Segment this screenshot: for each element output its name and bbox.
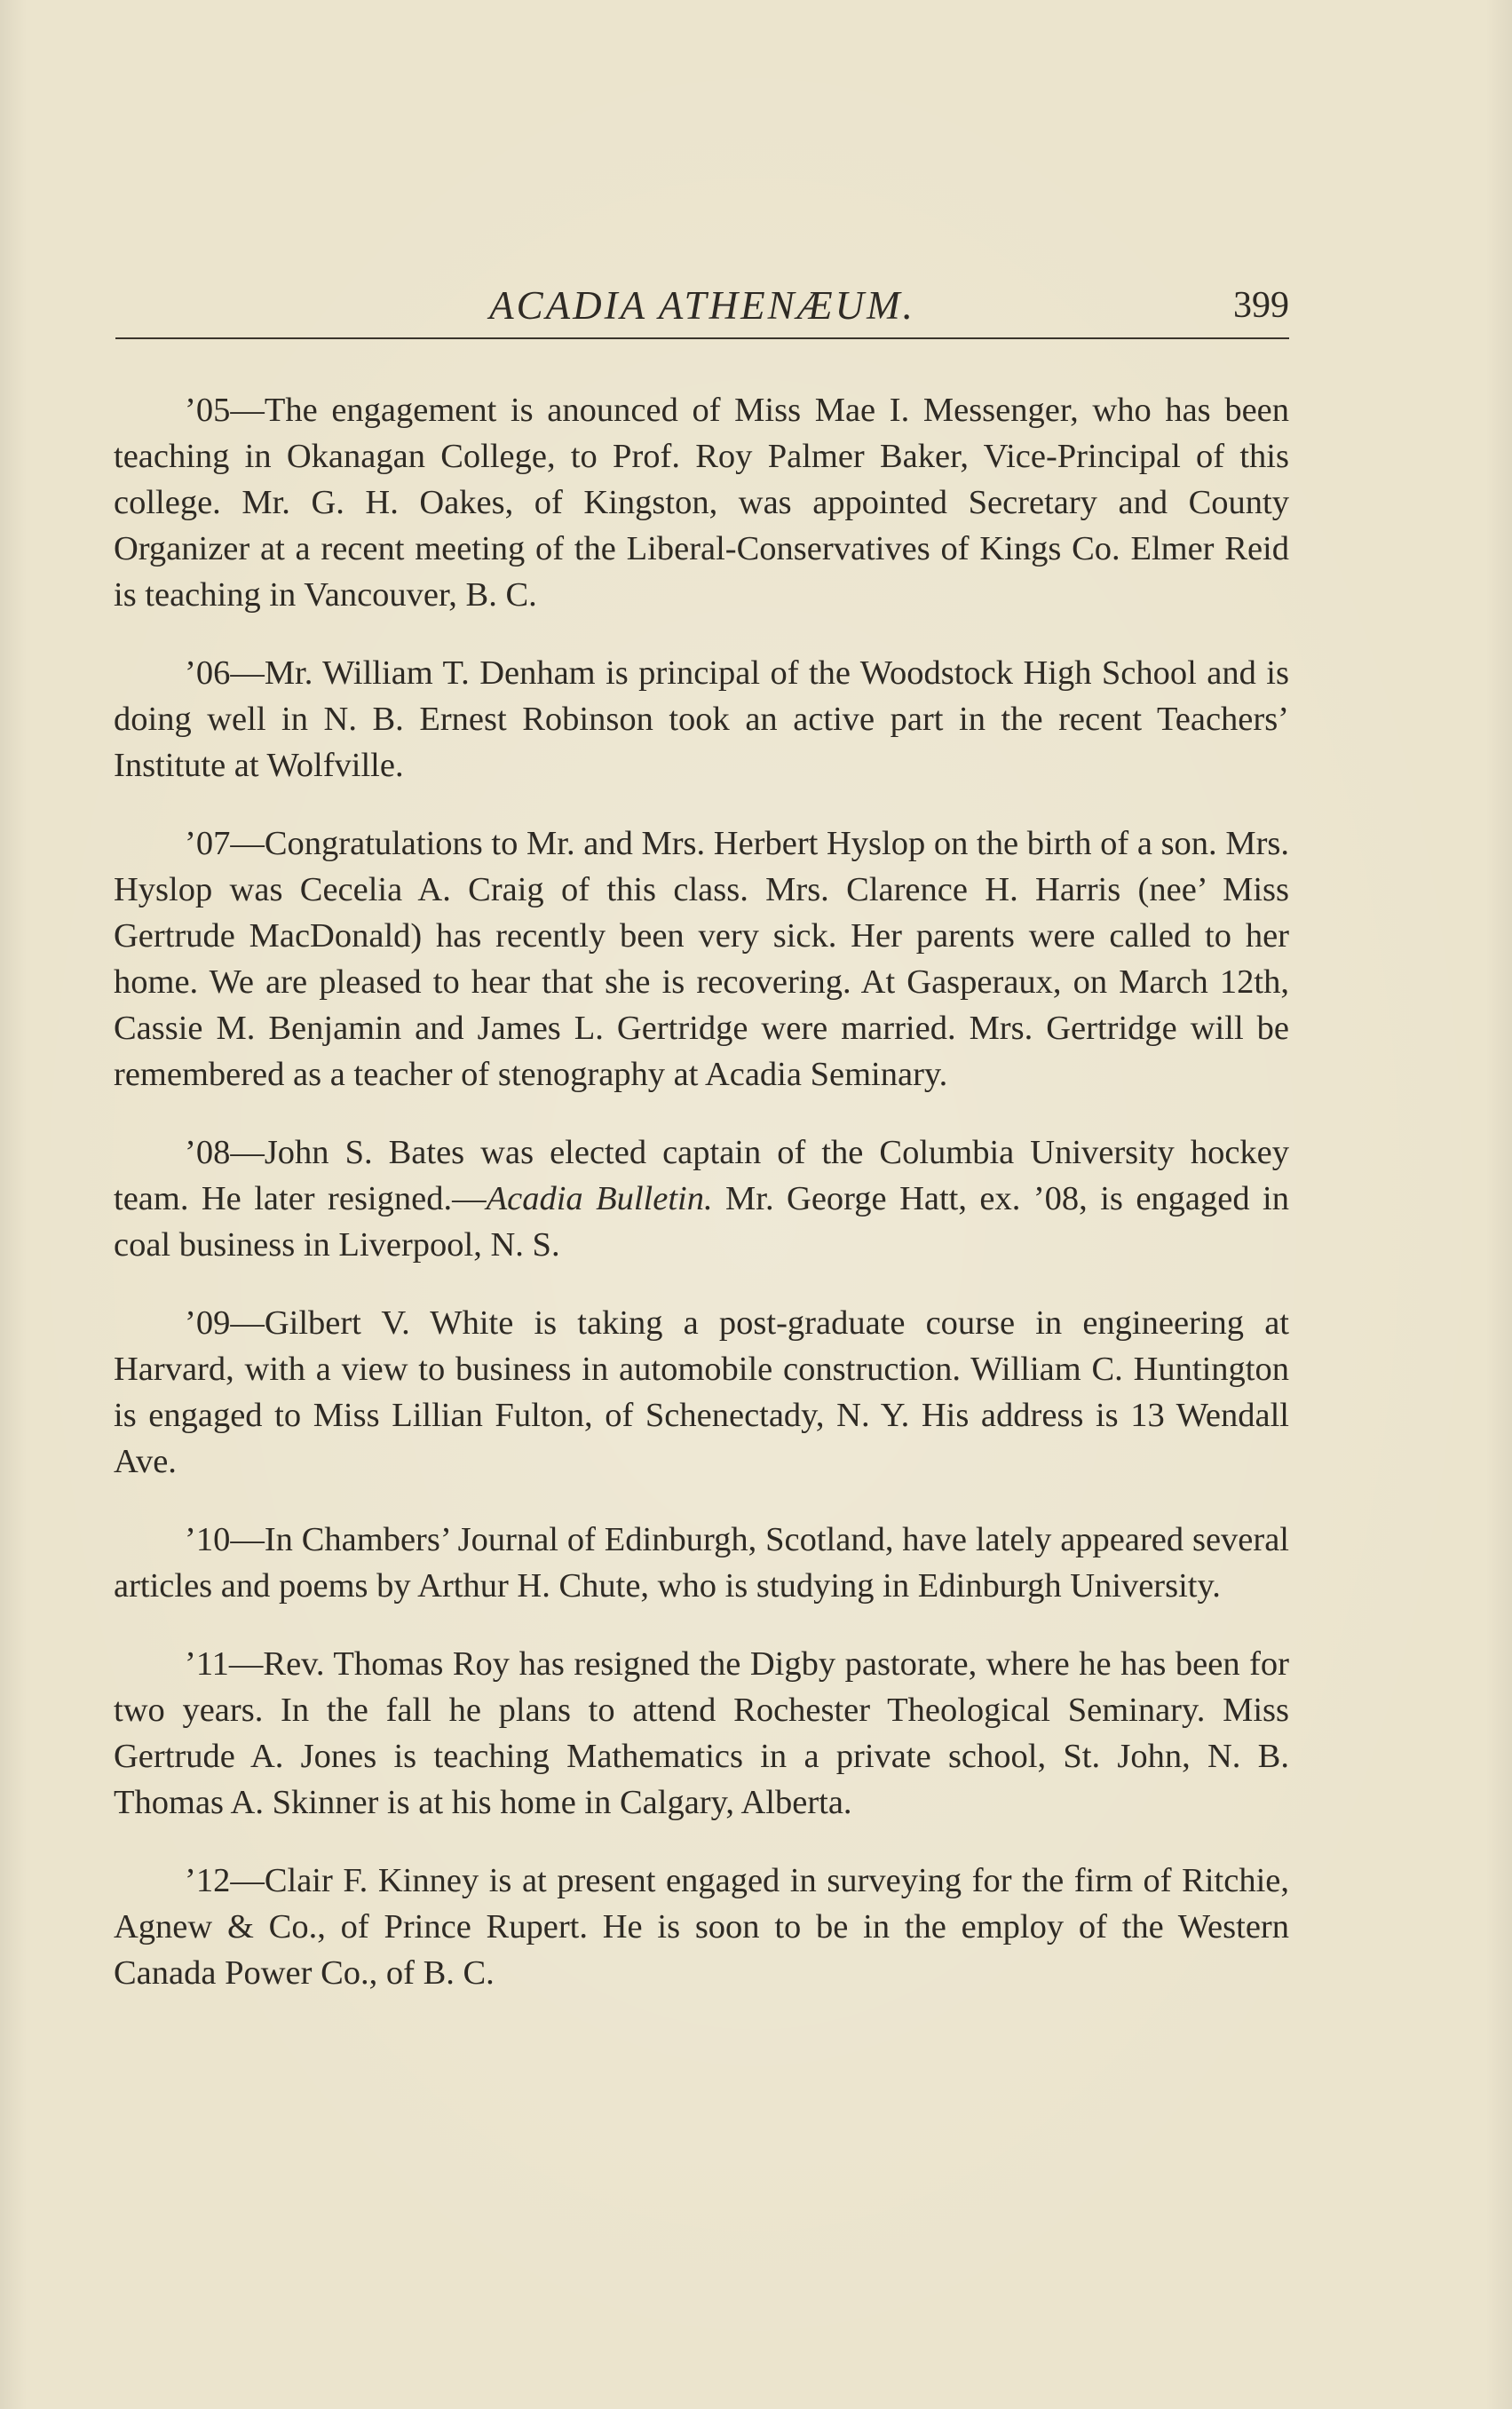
running-title: ACADIA ATHENÆUM. — [489, 283, 915, 328]
class-note-1906: ’06—Mr. William T. Denham is principal of the Woodstock High School and is doing well in N. B. Ernest Robinson took an active part in the recent Teachers’ Institute at Wolfville. — [114, 654, 1289, 784]
header-rule — [115, 337, 1289, 339]
class-note-1911: ’11—Rev. Thomas Roy has resigned the Digby pastorate, where he has been for two years. In the fall he plans to attend Rochester Theological Seminary. Miss Gertrude A. Jones is teaching Mathematics in a private school, St. John, N. B. Thomas A. Skinner is at his home in Calgary, Alberta. — [114, 1645, 1289, 1821]
class-note-1908-text-before: ’08—John S. Bates was elected captain of the Columbia University hockey team. He later resigned.— — [114, 1134, 1289, 1217]
running-header — [115, 277, 1289, 334]
class-note-1905: ’05—The engagement is anounced of Miss Mae I. Messenger, who has been teaching in Okanagan College, to Prof. Roy Palmer Baker, Vice-Principal of this college. Mr. G. H. Oakes, of Kingston, was appointed Secretary and County Organizer at a recent meeting of the Liberal-Conservatives of Kings Co. Elmer Reid is teaching in Vancouver, B. C. — [114, 392, 1289, 614]
class-note-1908 — [114, 1129, 1289, 1268]
class-note-1907: ’07—Congratulations to Mr. and Mrs. Herbert Hyslop on the birth of a son. Mrs. Hyslop was Cecelia A. Craig of this class. Mrs. Clarence H. Harris (nee’ Miss Gertrude MacDonald) has recently been very sick. Her parents were called to her home. We are pleased to hear that she is recovering. At Gasperaux, on March 12th, Cassie M. Benjamin and James L. Gertridge were married. Mrs. Gertridge will be remembered as a teacher of stenography at Acadia Seminary. — [114, 825, 1289, 1093]
source-citation: Acadia Bulletin. — [486, 1180, 713, 1217]
alumni-notes — [114, 387, 1289, 2028]
class-note-1912: ’12—Clair F. Kinney is at present engaged in surveying for the firm of Ritchie, Agnew & Co., of Prince Rupert. He is soon to be in the employ of the Western Canada Power Co., of B. C. — [114, 1862, 1289, 1992]
class-note-1909: ’09—Gilbert V. White is taking a post-graduate course in engineering at Harvard, with a view to business in automobile construction. William C. Huntington is engaged to Miss Lillian Fulton, of Schenectady, N. Y. His address is 13 Wendall Ave. — [114, 1304, 1289, 1480]
class-note-1910: ’10—In Chambers’ Journal of Edinburgh, Scotland, have lately appeared several articles and poems by Arthur H. Chute, who is studying in Edinburgh University. — [114, 1521, 1289, 1605]
page-number: 399 — [1233, 285, 1289, 326]
class-note-1908-text-after: Mr. George Hatt, ex. ’08, is engaged in coal business in Liverpool, N. S. — [114, 1180, 1289, 1264]
